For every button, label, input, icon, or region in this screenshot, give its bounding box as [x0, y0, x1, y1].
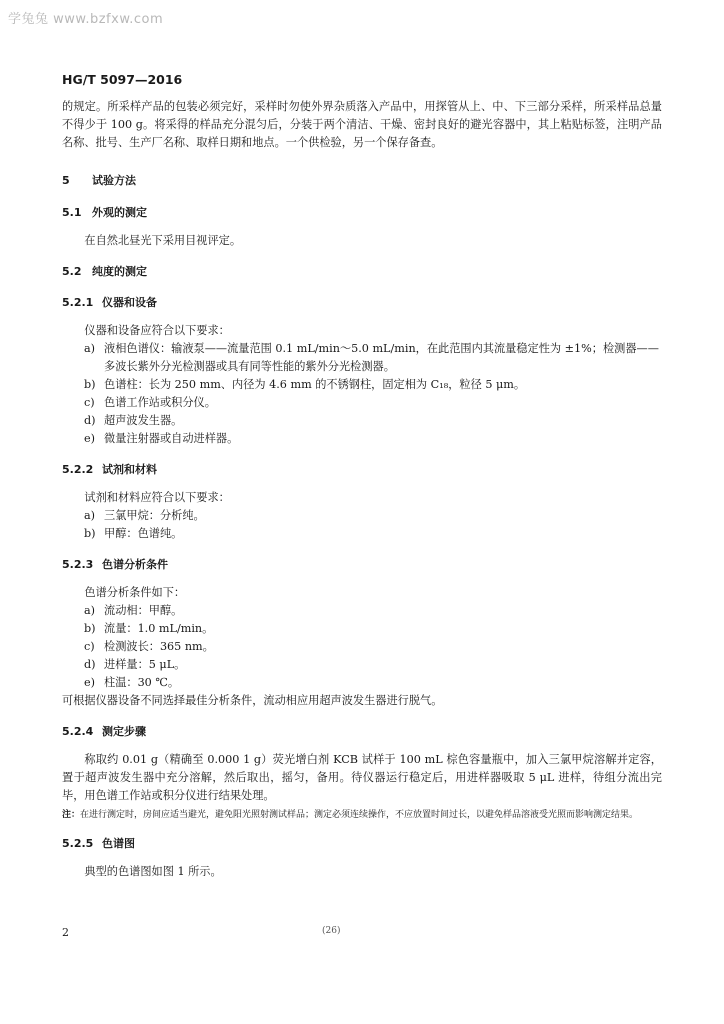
list-item-text: 柱温：30 ℃。 [104, 676, 180, 689]
list-item [62, 638, 662, 656]
chromatography-conditions-list [62, 602, 662, 692]
section-title: 测定步骤 [102, 725, 146, 738]
section-title: 色谱图 [102, 837, 135, 850]
section-5-2-2-heading [62, 461, 662, 479]
list-item-text: 微量注射器或自动进样器。 [104, 432, 239, 445]
document-body [62, 98, 662, 881]
section-title: 纯度的测定 [92, 265, 147, 278]
list-marker: b) [84, 527, 96, 540]
center-page-mark: (26) [322, 926, 341, 936]
section-5-2-5-body: 典型的色谱图如图 1 所示。 [84, 865, 222, 878]
intro-paragraph: 的规定。所采样产品的包装必须完好，采样时勿使外界杂质落入产品中，用探管从上、中、下三部分采样，所采样品总量不得少于 100 g。将采得的样品充分混匀后，分装于两个清洁、干燥、密封良好的避光容器中，其上粘贴标签，注明产品名称、批号、生产厂名称、取样日期和地点。一个供检验，另一个保存备查。 [62, 100, 662, 149]
section-5-heading [62, 172, 662, 190]
list-marker: a) [84, 604, 96, 617]
list-item-text: 三氯甲烷：分析纯。 [104, 509, 205, 522]
list-marker: e) [84, 432, 95, 445]
list-item [62, 376, 662, 394]
list-item [62, 340, 662, 376]
list-item-text: 色谱柱：长为 250 mm、内径为 4.6 mm 的不锈钢柱，固定相为 C₁₈，粒径 5 μm。 [104, 378, 526, 391]
list-marker: b) [84, 378, 96, 391]
section-5-2-4-heading [62, 723, 662, 741]
list-item-text: 色谱工作站或积分仪。 [104, 396, 216, 409]
list-item [62, 602, 662, 620]
list-item [62, 656, 662, 674]
list-item-text: 甲醇：色谱纯。 [104, 527, 183, 540]
section-number: 5.2.4 [62, 725, 94, 738]
list-item-text: 液相色谱仪：输液泵——流量范围 0.1 mL/min～5.0 mL/min，在此范围内其流量稳定性为 ±1%；检测器——多波长紫外分光检测器或具有同等性能的紫外分光检测器。 [104, 342, 659, 373]
section-5-2-3-intro: 色谱分析条件如下： [84, 586, 186, 599]
section-5-2-5-heading [62, 835, 662, 853]
section-number: 5.2 [62, 265, 82, 278]
note-text: 在进行测定时，房间应适当避光，避免阳光照射测试样品；测定必须连续操作，不应放置时间过长，以避免样品溶液受光照而影响测定结果。 [80, 810, 639, 820]
note-label: 注： [62, 810, 81, 820]
list-item [62, 674, 662, 692]
section-5-2-1-intro: 仪器和设备应符合以下要求： [84, 324, 230, 337]
list-marker: d) [84, 414, 96, 427]
section-5-2-heading [62, 263, 662, 281]
reagent-list [62, 507, 662, 543]
section-title: 试剂和材料 [102, 463, 157, 476]
list-item [62, 620, 662, 638]
list-marker: c) [84, 640, 95, 653]
list-item [62, 507, 662, 525]
list-marker: e) [84, 676, 95, 689]
list-marker: d) [84, 658, 96, 671]
standard-code: HG/T 5097—2016 [62, 72, 183, 87]
list-marker: b) [84, 622, 96, 635]
list-item-text: 检测波长：365 nm。 [104, 640, 214, 653]
list-item-text: 进样量：5 μL。 [104, 658, 186, 671]
section-5-2-2-intro: 试剂和材料应符合以下要求： [84, 491, 230, 504]
list-item [62, 394, 662, 412]
section-number: 5 [62, 174, 70, 187]
section-5-2-3-outro: 可根据仪器设备不同选择最佳分析条件，流动相应用超声波发生器进行脱气。 [62, 694, 443, 707]
section-number: 5.2.2 [62, 463, 94, 476]
list-marker: a) [84, 342, 96, 355]
section-number: 5.2.3 [62, 558, 94, 571]
section-number: 5.1 [62, 206, 82, 219]
watermark: 学兔兔 www.bzfxw.com [8, 12, 164, 27]
page-number: 2 [62, 926, 69, 939]
section-5-1-heading [62, 204, 662, 222]
list-item [62, 525, 662, 543]
list-marker: c) [84, 396, 95, 409]
section-5-1-body: 在自然北昼光下采用目视评定。 [84, 234, 242, 247]
section-5-2-4-body: 称取约 0.01 g（精确至 0.000 1 g）荧光增白剂 KCB 试样于 100 mL 棕色容量瓶中，加入三氯甲烷溶解并定容，置于超声波发生器中充分溶解，然后取出，摇匀，备用。待仪器运行稳定后，用进样器吸取 5 μL 进样，待组分流出完毕，用色谱工作站或积分仪进行结果处理。 [62, 753, 662, 802]
instrument-list [62, 340, 662, 448]
section-title: 试验方法 [92, 174, 136, 187]
section-5-2-1-heading [62, 294, 662, 312]
list-item [62, 430, 662, 448]
note [62, 808, 662, 822]
list-item [62, 412, 662, 430]
section-number: 5.2.1 [62, 296, 94, 309]
section-title: 仪器和设备 [102, 296, 157, 309]
list-item-text: 超声波发生器。 [104, 414, 183, 427]
section-number: 5.2.5 [62, 837, 94, 850]
list-item-text: 流量：1.0 mL/min。 [104, 622, 214, 635]
section-title: 外观的测定 [92, 206, 147, 219]
section-title: 色谱分析条件 [102, 558, 168, 571]
list-marker: a) [84, 509, 96, 522]
list-item-text: 流动相：甲醇。 [104, 604, 183, 617]
section-5-2-3-heading [62, 556, 662, 574]
